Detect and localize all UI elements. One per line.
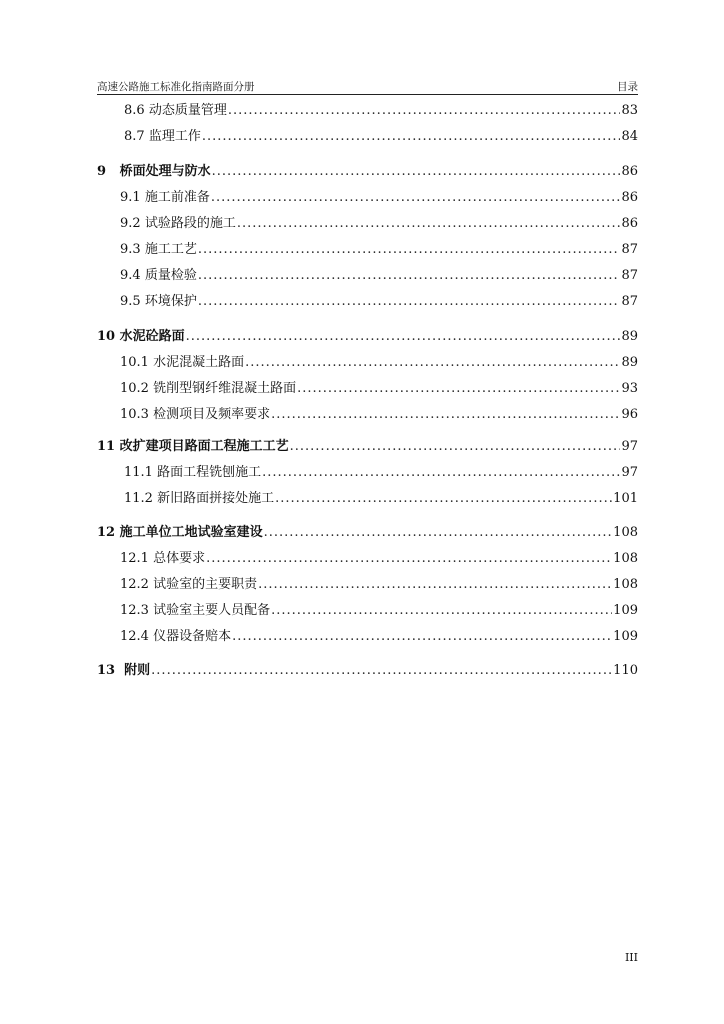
leader-dots <box>212 164 621 180</box>
toc-title: 水泥砼路面 <box>119 329 185 344</box>
toc-title: 改扩建项目路面工程施工工艺 <box>119 439 289 454</box>
toc-title: 试验室主要人员配备 <box>153 603 271 618</box>
toc-number: 10.2 <box>120 381 149 396</box>
toc-page: 97 <box>621 465 638 480</box>
toc-number: 10.1 <box>120 355 149 370</box>
toc-entry[interactable] <box>120 190 638 206</box>
toc-title: 试验路段的施工 <box>144 216 236 231</box>
toc-page: 83 <box>621 103 638 118</box>
leader-dots <box>264 525 613 541</box>
toc-page: 89 <box>621 355 638 370</box>
toc-entry[interactable] <box>120 355 638 371</box>
toc-chapter-entry[interactable] <box>97 329 638 345</box>
leader-dots <box>186 329 621 345</box>
toc-number: 12.2 <box>120 577 149 592</box>
toc-chapter-entry[interactable] <box>97 164 638 180</box>
toc-title: 监理工作 <box>148 129 201 144</box>
toc-title: 总体要求 <box>153 551 206 566</box>
leader-dots <box>258 577 612 593</box>
document-title: 高速公路施工标准化指南路面分册 <box>97 81 255 93</box>
toc-number: 13 <box>97 663 116 678</box>
toc-page: 97 <box>621 439 638 454</box>
toc-number: 12 <box>97 525 116 540</box>
leader-dots <box>198 294 621 310</box>
toc-entry[interactable] <box>124 129 638 145</box>
toc-title: 铣削型钢纤维混凝土路面 <box>153 381 297 396</box>
toc-entry[interactable] <box>120 242 638 258</box>
leader-dots <box>228 103 621 119</box>
toc-title: 施工单位工地试验室建设 <box>119 525 263 540</box>
toc-page: 93 <box>621 381 638 396</box>
toc-page: 101 <box>613 491 638 506</box>
toc-chapter-entry[interactable] <box>97 525 638 541</box>
toc-number: 9.1 <box>120 190 141 205</box>
toc-page: 89 <box>621 329 638 344</box>
toc-page: 86 <box>621 190 638 205</box>
toc-entry[interactable] <box>120 551 638 567</box>
toc-number: 8.6 <box>124 103 145 118</box>
toc-number: 10 <box>97 329 116 344</box>
toc-entry[interactable] <box>120 603 638 619</box>
toc-number: 11.2 <box>124 491 153 506</box>
toc-title: 环境保护 <box>144 294 197 309</box>
toc-number: 9.5 <box>120 294 141 309</box>
toc-page: 96 <box>621 407 638 422</box>
section-label: 目录 <box>617 81 638 93</box>
toc-number: 9 <box>97 164 107 179</box>
toc-page: 86 <box>621 216 638 231</box>
toc-number: 12.1 <box>120 551 149 566</box>
toc-title: 仪器设备赔本 <box>153 629 232 644</box>
leader-dots <box>202 129 621 145</box>
toc-entry[interactable] <box>124 465 638 481</box>
toc-page: 87 <box>621 242 638 257</box>
toc-number: 11 <box>97 439 116 454</box>
toc-entry[interactable] <box>120 629 638 645</box>
toc-title: 附则 <box>124 663 151 678</box>
page-number: III <box>624 951 638 964</box>
toc-number: 11.1 <box>124 465 153 480</box>
leader-dots <box>198 268 621 284</box>
leader-dots <box>271 407 620 423</box>
toc-title: 试验室的主要职责 <box>153 577 258 592</box>
toc-entry[interactable] <box>120 294 638 310</box>
toc-page: 87 <box>621 268 638 283</box>
leader-dots <box>206 551 612 567</box>
leader-dots <box>271 603 612 619</box>
toc-title: 检测项目及频率要求 <box>153 407 271 422</box>
toc-title: 质量检验 <box>144 268 197 283</box>
toc-title: 水泥混凝土路面 <box>153 355 245 370</box>
toc-title: 施工工艺 <box>144 242 197 257</box>
leader-dots <box>237 216 621 232</box>
toc-entry[interactable] <box>124 491 638 507</box>
toc-number: 12.3 <box>120 603 149 618</box>
toc-page: 108 <box>613 577 638 592</box>
leader-dots <box>211 190 621 206</box>
toc-page: 87 <box>621 294 638 309</box>
page-header <box>97 78 638 95</box>
toc-entry[interactable] <box>120 268 638 284</box>
toc-number: 9.3 <box>120 242 141 257</box>
leader-dots <box>290 439 621 455</box>
toc-chapter-entry[interactable] <box>97 663 638 679</box>
leader-dots <box>151 663 612 679</box>
toc-page: 84 <box>621 129 638 144</box>
leader-dots <box>275 491 612 507</box>
toc-entry[interactable] <box>120 577 638 593</box>
toc-entry[interactable] <box>120 381 638 397</box>
toc-entry[interactable] <box>120 216 638 232</box>
leader-dots <box>262 465 620 481</box>
toc-page: 108 <box>613 551 638 566</box>
toc-page: 108 <box>613 525 638 540</box>
leader-dots <box>232 629 612 645</box>
toc-page: 109 <box>613 629 638 644</box>
toc-page: 86 <box>621 164 638 179</box>
toc-number: 9.2 <box>120 216 141 231</box>
leader-dots <box>297 381 620 397</box>
toc-title: 新旧路面拼接处施工 <box>157 491 275 506</box>
toc-entry[interactable] <box>120 407 638 423</box>
toc-number: 12.4 <box>120 629 149 644</box>
toc-title: 桥面处理与防水 <box>119 164 211 179</box>
toc-number: 10.3 <box>120 407 149 422</box>
toc-number: 8.7 <box>124 129 145 144</box>
toc-entry[interactable] <box>124 103 638 119</box>
toc-page: 110 <box>613 663 638 678</box>
leader-dots <box>198 242 621 258</box>
toc-page: 109 <box>613 603 638 618</box>
toc-title: 动态质量管理 <box>148 103 227 118</box>
toc-title: 路面工程铣刨施工 <box>157 465 262 480</box>
toc-number: 9.4 <box>120 268 141 283</box>
toc-chapter-entry[interactable] <box>97 439 638 455</box>
leader-dots <box>245 355 620 371</box>
toc-title: 施工前准备 <box>144 190 210 205</box>
